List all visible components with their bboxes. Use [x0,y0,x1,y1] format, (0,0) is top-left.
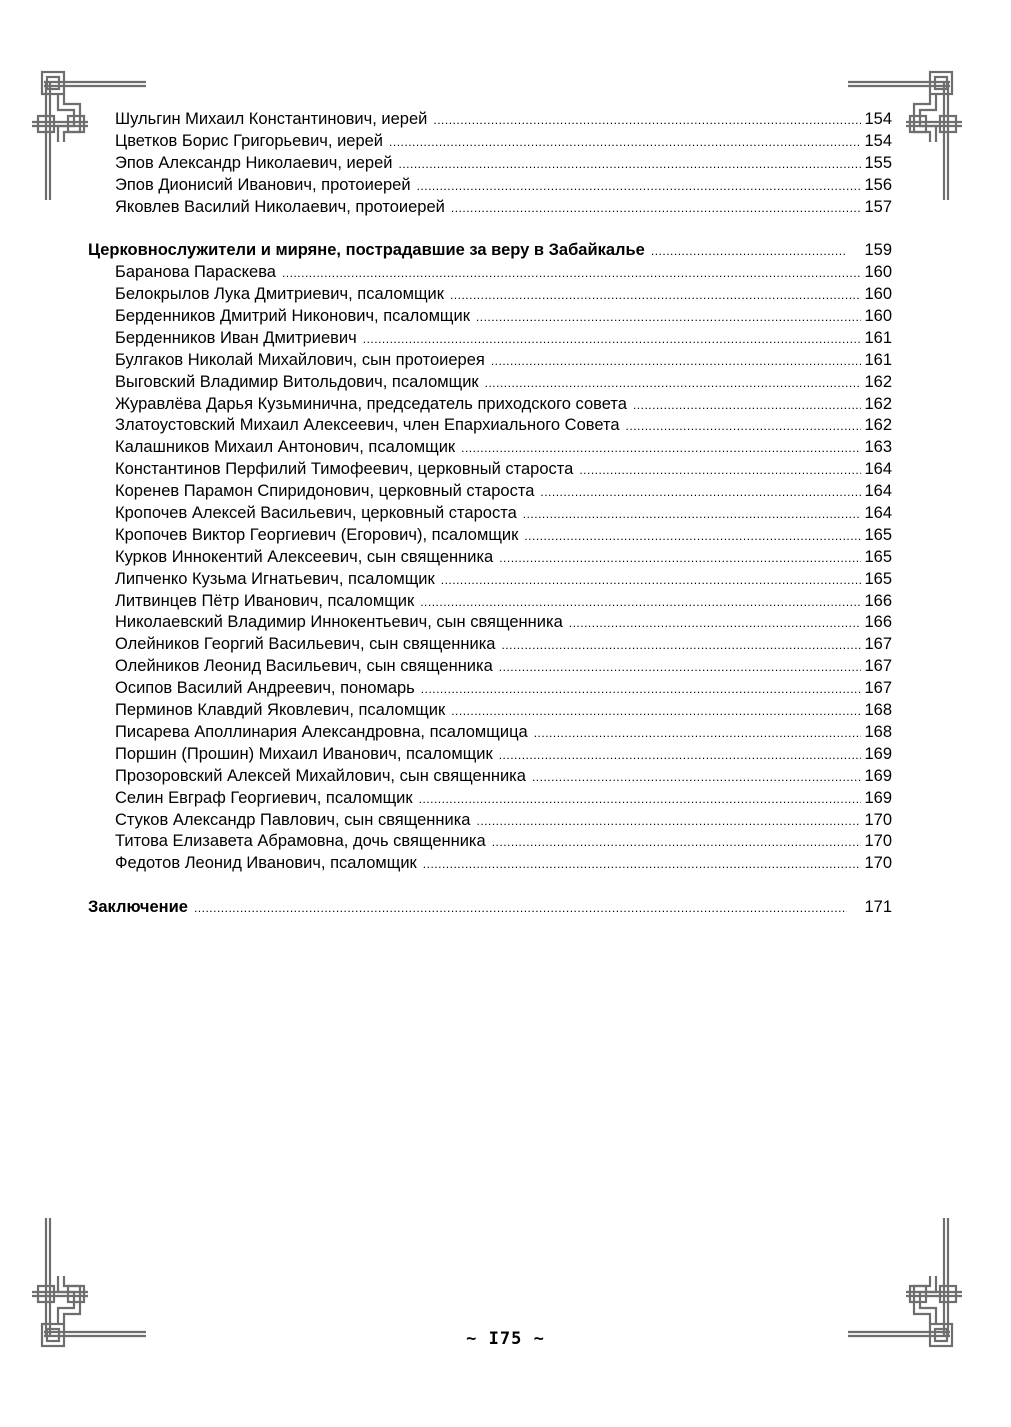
entry-page-number: 155 [864,153,892,172]
toc-entry [88,569,892,591]
entry-page-number: 169 [864,766,892,785]
dot-leader [524,526,861,548]
toc-entry [88,788,892,810]
entry-title: Златоустовский Михаил Алексеевич, член Епархиального Совета [115,416,620,435]
dot-leader [421,679,862,701]
entry-title: Яковлев Василий Николаевич, протоиерей [115,197,445,216]
toc-entry [88,525,892,547]
toc-entry [88,634,892,656]
entry-title: Стуков Александр Павлович, сын священника [115,810,471,829]
entry-title: Баранова Параскева [115,263,276,282]
toc-entry [88,153,892,175]
entry-title: Николаевский Владимир Иннокентьевич, сын священника [115,613,563,632]
dot-leader [569,613,862,635]
entry-page-number: 165 [864,547,892,566]
entry-title: Константинов Перфилий Тимофеевич, церковный староста [115,460,574,479]
entry-page-number: 154 [864,110,892,128]
dot-leader [579,460,861,482]
entry-page-number: 167 [864,657,892,676]
dot-leader [523,504,862,526]
entry-title: Литвинцев Пётр Иванович, псаломщик [115,591,415,610]
entry-title: Берденников Иван Дмитриевич [115,328,357,347]
entry-title: Осипов Василий Андреевич, пономарь [115,679,415,698]
dot-leader [363,329,862,351]
toc-entry [88,831,892,853]
toc-entry [88,350,892,372]
toc-entry [88,284,892,306]
entry-title: Коренев Парамон Спиридонович, церковный староста [115,482,535,501]
entry-title: Прозоровский Алексей Михайлович, сын священника [115,766,526,785]
dot-leader [534,723,862,745]
entry-page-number: 166 [864,591,892,610]
toc-entry [88,700,892,722]
toc-entry [88,415,892,437]
entry-page-number: 168 [864,722,892,741]
entry-title: Берденников Дмитрий Никонович, псаломщик [115,307,470,326]
entry-page-number: 167 [864,635,892,654]
toc-entry [88,437,892,459]
toc-entry [88,722,892,744]
entry-page-number: 161 [864,350,892,369]
entry-page-number: 171 [864,898,892,917]
dot-leader [499,657,862,679]
entry-page-number: 164 [864,482,892,501]
dot-leader [540,482,861,504]
dot-leader [399,154,862,176]
toc-entry [88,306,892,328]
entry-page-number: 167 [864,679,892,698]
toc-entry [88,372,892,394]
toc-entry [88,547,892,569]
toc-entry [88,810,892,832]
entry-title: Выговский Владимир Витольдович, псаломщик [115,372,479,391]
dot-leader [451,701,861,723]
toc-entry [88,678,892,700]
entry-page-number: 170 [864,810,892,829]
entry-title: Кропочев Виктор Георгиевич (Егорович), псаломщик [115,525,519,544]
spacer [88,875,892,897]
entry-title: Перминов Клавдий Яковлевич, псаломщик [115,701,446,720]
dot-leader [282,263,862,285]
entry-page-number: 169 [864,788,892,807]
entry-title: Калашников Михаил Антонович, псаломщик [115,438,456,457]
dot-leader [491,351,862,373]
dot-leader [651,241,848,263]
dot-leader [532,767,862,789]
toc-entry [88,131,892,153]
entry-page-number: 164 [864,460,892,479]
entry-title: Липченко Кузьма Игнатьевич, псаломщик [115,569,435,588]
toc-entry [88,328,892,350]
entry-page-number: 154 [864,131,892,150]
entry-title: Федотов Леонид Иванович, псаломщик [115,854,417,873]
toc-section-heading [88,240,892,262]
entry-page-number: 170 [864,854,892,873]
page-number: ~ I75 ~ [466,1329,545,1349]
dot-leader [389,132,861,154]
toc-entry [88,175,892,197]
entry-title: Белокрылов Лука Дмитриевич, псаломщик [115,285,444,304]
dot-leader [433,110,861,132]
entry-title: Курков Иннокентий Алексеевич, сын священника [115,547,494,566]
entry-title: Кропочев Алексей Васильевич, церковный староста [115,504,517,523]
toc-entry [88,503,892,525]
entry-page-number: 170 [864,832,892,851]
entry-page-number: 159 [864,241,892,260]
dot-leader [423,854,862,876]
entry-title: Селин Евграф Георгиевич, псаломщик [115,788,413,807]
entry-page-number: 156 [864,175,892,194]
entry-page-number: 165 [864,569,892,588]
dot-leader [417,176,862,198]
entry-page-number: 161 [864,328,892,347]
entry-title: Заключение [88,898,188,917]
dot-leader [441,570,862,592]
spacer [88,218,892,240]
entry-page-number: 166 [864,613,892,632]
dot-leader [420,592,861,614]
toc-entry [88,656,892,678]
entry-page-number: 164 [864,504,892,523]
table-of-contents [88,109,892,919]
toc-entry [88,612,892,634]
entry-page-number: 165 [864,525,892,544]
entry-page-number: 160 [864,285,892,304]
toc-entry [88,744,892,766]
toc-entry [88,459,892,481]
entry-title: Олейников Леонид Васильевич, сын священника [115,657,493,676]
entry-title: Булгаков Николай Михайлович, сын протоиерея [115,350,485,369]
dot-leader [476,811,861,833]
entry-title: Поршин (Прошин) Михаил Иванович, псаломщик [115,744,493,763]
dot-leader [451,198,862,220]
dot-leader [476,307,862,329]
toc-entry [88,481,892,503]
dot-leader [501,635,861,657]
entry-page-number: 168 [864,701,892,720]
entry-title: Эпов Александр Николаевич, иерей [115,153,393,172]
dot-leader [626,416,862,438]
entry-page-number: 160 [864,263,892,282]
dot-leader [450,285,862,307]
toc-entry [88,394,892,416]
toc-entry [88,197,892,219]
dot-leader [461,438,861,460]
entry-title: Журавлёва Дарья Кузьминична, председатель приходского совета [115,394,627,413]
entry-title: Титова Елизавета Абрамовна, дочь священника [115,832,486,851]
entry-title: Эпов Дионисий Иванович, протоиерей [115,175,411,194]
dot-leader [499,548,861,570]
entry-page-number: 169 [864,744,892,763]
toc-entry [88,853,892,875]
dot-leader [633,395,862,417]
dot-leader [499,745,862,767]
dot-leader [194,898,848,920]
entry-title: Писарева Аполлинария Александровна, псаломщица [115,722,528,741]
entry-title: Церковнослужители и миряне, пострадавшие за веру в Забайкалье [88,241,645,260]
entry-page-number: 162 [864,394,892,413]
entry-title: Олейников Георгий Васильевич, сын священника [115,635,496,654]
entry-page-number: 157 [864,197,892,216]
toc-entry [88,591,892,613]
toc-entry [88,109,892,131]
entry-page-number: 162 [864,372,892,391]
toc-entry [88,262,892,284]
dot-leader [419,789,862,811]
toc-section-heading [88,897,892,919]
dot-leader [492,832,862,854]
entry-title: Шульгин Михаил Константинович, иерей [115,110,428,128]
entry-page-number: 160 [864,307,892,326]
entry-title: Цветков Борис Григорьевич, иерей [115,131,384,150]
toc-entry [88,766,892,788]
entry-page-number: 163 [864,438,892,457]
dot-leader [485,373,862,395]
entry-page-number: 162 [864,416,892,435]
